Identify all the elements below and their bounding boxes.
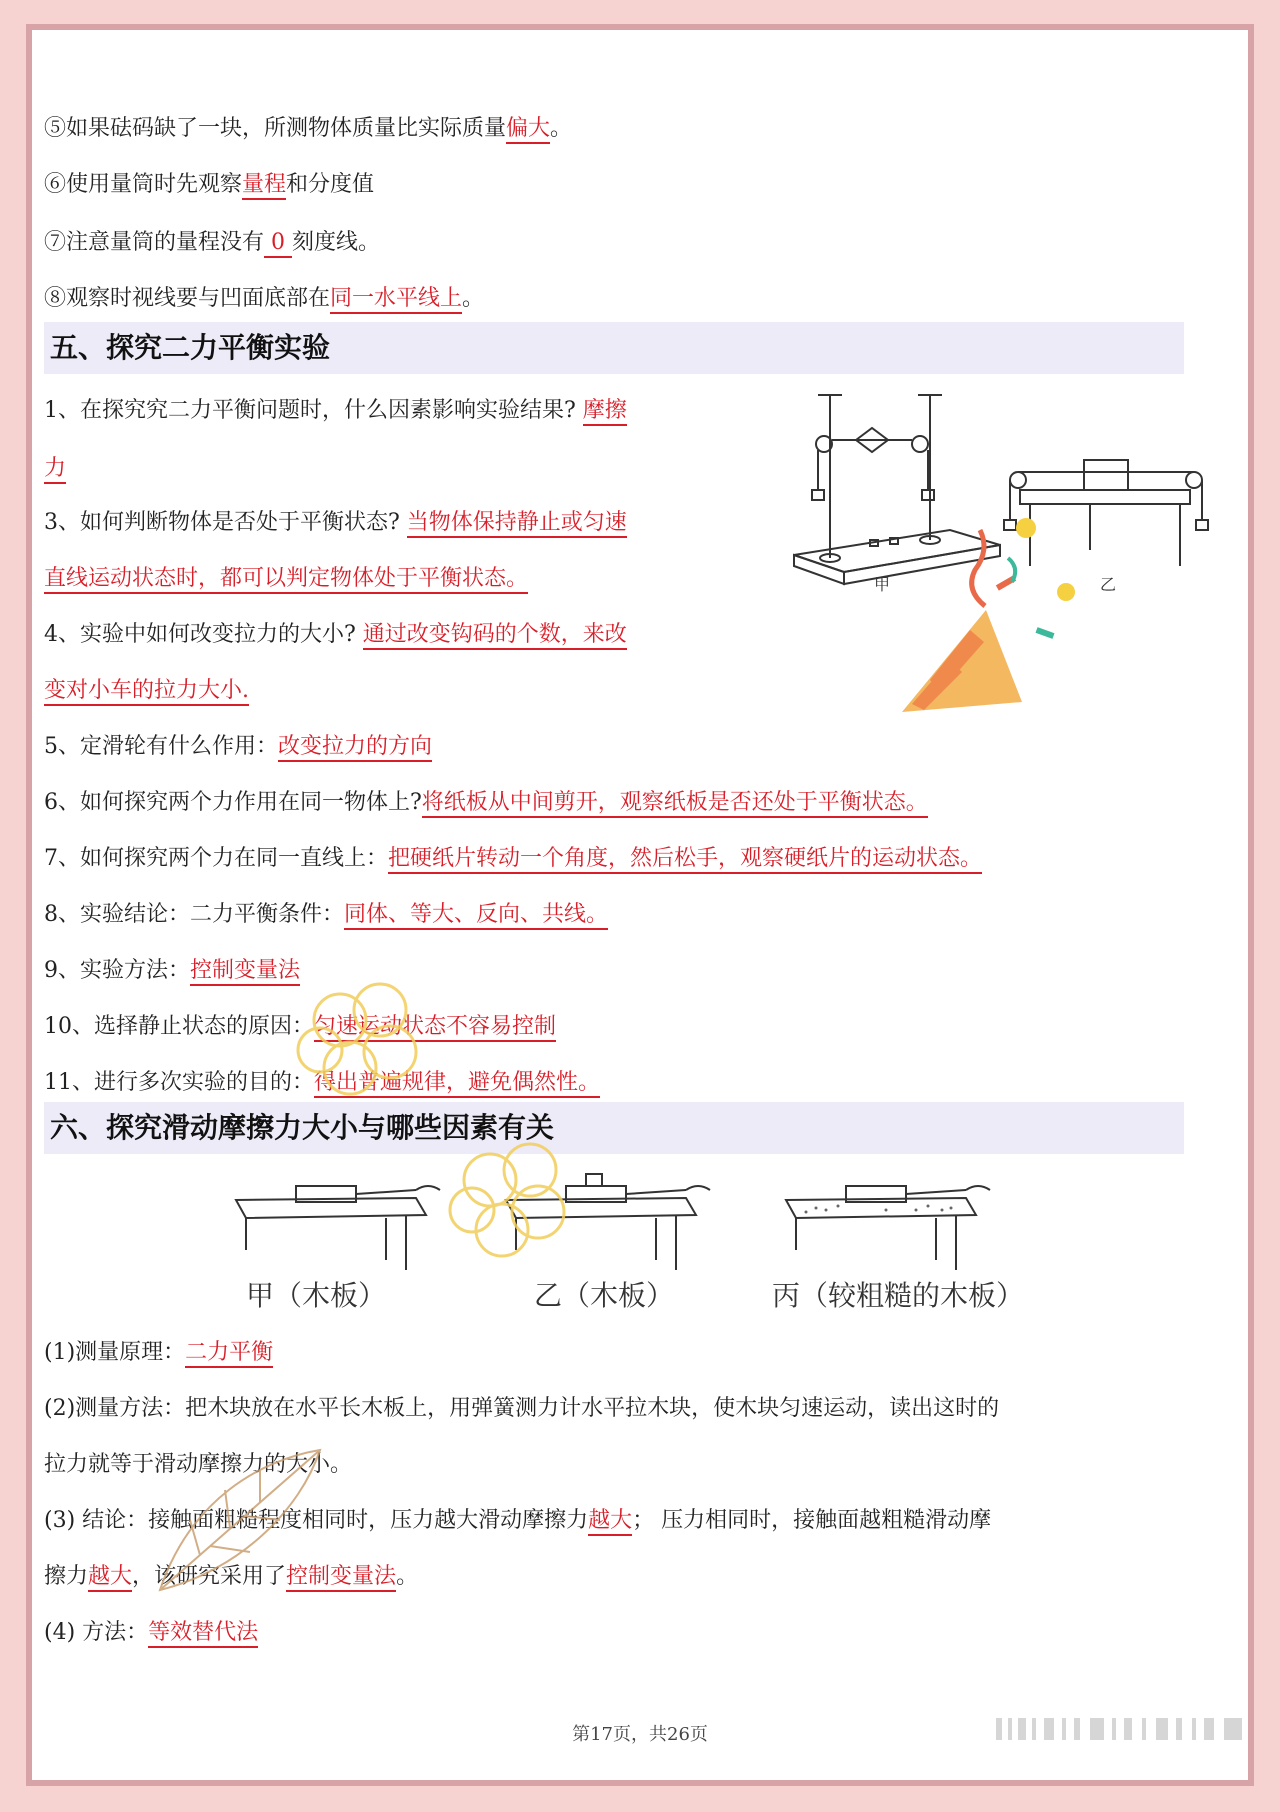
section-5-heading: 五、探究二力平衡实验 — [44, 322, 1184, 374]
s6-p3a: (3) 结论：接触面粗糙程度相同时，压力越大滑动摩擦力越大； 压力相同时，接触面越粗糙滑动摩 — [44, 1506, 991, 1536]
s5-q3: 3、如何判断物体是否处于平衡状态? 当物体保持静止或匀速 — [44, 508, 627, 538]
s6-p2a: (2)测量方法：把木块放在水平长木板上，用弹簧测力计水平拉木块，使木块匀速运动，读出这时的 — [44, 1396, 1000, 1421]
top-item-6: ⑥使用量筒时先观察量程和分度值 — [44, 170, 374, 200]
s5-item-10: 10、选择静止状态的原因：匀速运动状态不容易控制 — [44, 1012, 556, 1042]
watermark-icon — [996, 1714, 1246, 1744]
s5-item-11: 11、进行多次实验的目的：得出普遍规律，避免偶然性。 — [44, 1068, 600, 1098]
caption-a: 甲（木板） — [246, 1279, 387, 1312]
s5-q4-cont: 变对小车的拉力大小. — [44, 676, 249, 706]
s5-q3-cont: 直线运动状态时，都可以判定物体处于平衡状态。 — [44, 564, 528, 594]
s6-p1: (1)测量原理：二力平衡 — [44, 1338, 273, 1368]
s5-item-5: 5、定滑轮有什么作用：改变拉力的方向 — [44, 732, 432, 762]
s6-p2b: 拉力就等于滑动摩擦力的大小。 — [44, 1452, 353, 1477]
s5-item-6: 6、如何探究两个力作用在同一物体上?将纸板从中间剪开，观察纸板是否还处于平衡状态。 — [44, 788, 928, 818]
top-item-7: ⑦注意量筒的量程没有 0 刻度线。 — [44, 228, 380, 258]
s6-p4: (4) 方法：等效替代法 — [44, 1618, 258, 1648]
s5-item-8: 8、实验结论：二力平衡条件：同体、等大、反向、共线。 — [44, 900, 608, 930]
s5-q1-cont: 力 — [44, 454, 66, 484]
page-footer: 第17页，共26页 — [572, 1724, 708, 1745]
s5-item-7: 7、如何探究两个力在同一直线上：把硬纸片转动一个角度，然后松手，观察硬纸片的运动状态。 — [44, 844, 982, 874]
leaf-decoration-icon — [150, 1440, 330, 1600]
s5-q1: 1、在探究究二力平衡问题时，什么因素影响实验结果? 摩擦 — [44, 396, 627, 426]
top-item-5: ⑤如果砝码缺了一块，所测物体质量比实际质量偏大。 — [44, 114, 572, 144]
top-item-8: ⑧观察时视线要与凹面底部在同一水平线上。 — [44, 284, 484, 314]
s5-q4: 4、实验中如何改变拉力的大小? 通过改变钩码的个数，来改 — [44, 620, 627, 650]
caption-c: 丙（较粗糙的木板） — [772, 1279, 1025, 1312]
flower-decoration-icon — [280, 960, 580, 1280]
s5-item-9: 9、实验方法：控制变量法 — [44, 956, 300, 986]
two-force-balance-figure — [790, 380, 1210, 720]
caption-b: 乙（木板） — [534, 1279, 675, 1312]
section-6-heading: 六、探究滑动摩擦力大小与哪些因素有关 — [44, 1102, 1184, 1154]
figure-label-a: 甲 — [874, 575, 891, 594]
figure-label-b: 乙 — [1100, 575, 1117, 594]
s6-p3b: 擦力越大，该研究采用了控制变量法。 — [44, 1562, 418, 1592]
